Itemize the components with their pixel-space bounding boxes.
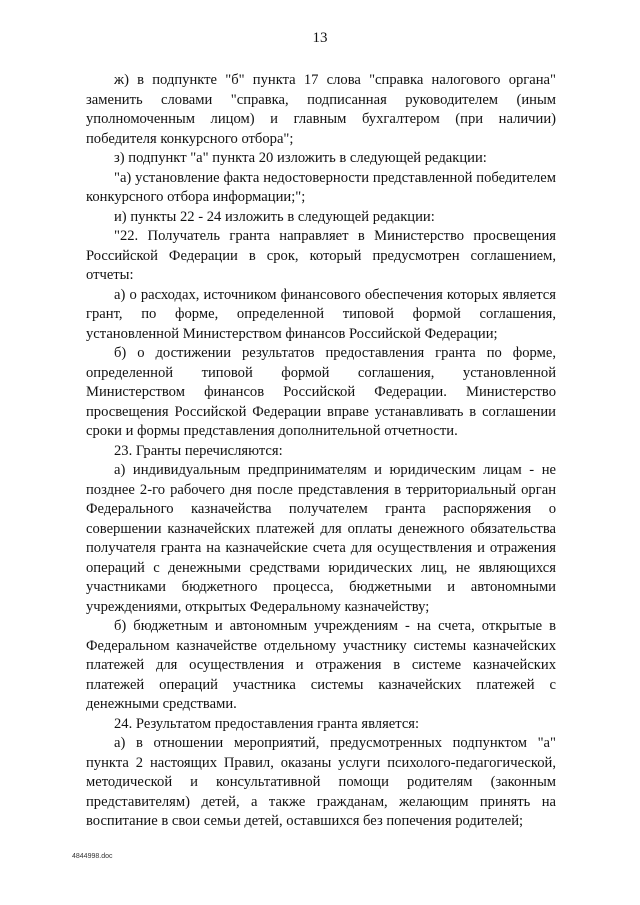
paragraph-22-a: а) о расходах, источником финансового обеспечения которых является грант, по форме, определенной типовой формой соглашения, установленной Министерством финансов Российской Федерации; bbox=[86, 286, 556, 342]
footer-filename: 4844998.doc bbox=[72, 853, 113, 860]
paragraph-23: 23. Гранты перечисляются: bbox=[114, 442, 283, 459]
paragraph-22: "22. Получатель гранта направляет в Министерство просвещения Российской Федерации в срок, который предусмотрен соглашением, отчеты: bbox=[86, 228, 556, 283]
paragraph-24-a: а) в отношении мероприятий, предусмотренных подпунктом "а" пункта 2 настоящих Правил, оказаны услуги психолого-педагогической, методической и консультативной помощи родителям (законным представителям) детей, а также гражданам, желающим принять на воспитание в свои семьи детей, оставшихся без попечения родителей; bbox=[86, 735, 556, 829]
paragraph-i: и) пункты 22 - 24 изложить в следующей редакции: bbox=[114, 208, 435, 225]
paragraph-23-a: а) индивидуальным предпринимателям и юридическим лицам - не позднее 2-го рабочего дня после представления в территориальный орган Федерального казначейства получателем гранта распоряжения о совершении казначейских платежей для оплаты денежного обязательства получателя гранта на казначейские счета для осуществления и отражения операций с денежными средствами юридических лиц, не являющихся участниками бюджетного процесса, бюджетными и автономными учреждениями, открытых Федеральному казначейству; bbox=[86, 462, 556, 615]
paragraph-22-b: б) о достижении результатов предоставления гранта по форме, определенной типовой формой соглашения, установленной Министерством финансов Российской Федерации. Министерство просвещения Российской Федерации вправе устанавливать в соглашении сроки и формы представления дополнительной отчетности. bbox=[86, 345, 556, 439]
document-body bbox=[86, 71, 556, 832]
paragraph-z-quote: "а) установление факта недостоверности представленной победителем конкурсного отбора информации;"; bbox=[86, 169, 556, 205]
paragraph-23-b: б) бюджетным и автономным учреждениям - на счета, открытые в Федеральном казначействе отдельному участнику системы казначейских платежей для осуществления и отражения в системе казначейских платежей операций участника системы казначейских платежей с денежными средствами. bbox=[86, 618, 556, 712]
paragraph-24: 24. Результатом предоставления гранта является: bbox=[114, 715, 420, 732]
page-number: 13 bbox=[312, 30, 328, 46]
paragraph-zh: ж) в подпункте "б" пункта 17 слова "справка налогового органа" заменить словами "справка, подписанная руководителем (иным уполномоченным лицом) и главным бухгалтером (при наличии) победителя конкурсного отбора"; bbox=[86, 72, 556, 147]
paragraph-z: з) подпункт "а" пункта 20 изложить в следующей редакции: bbox=[114, 150, 487, 166]
